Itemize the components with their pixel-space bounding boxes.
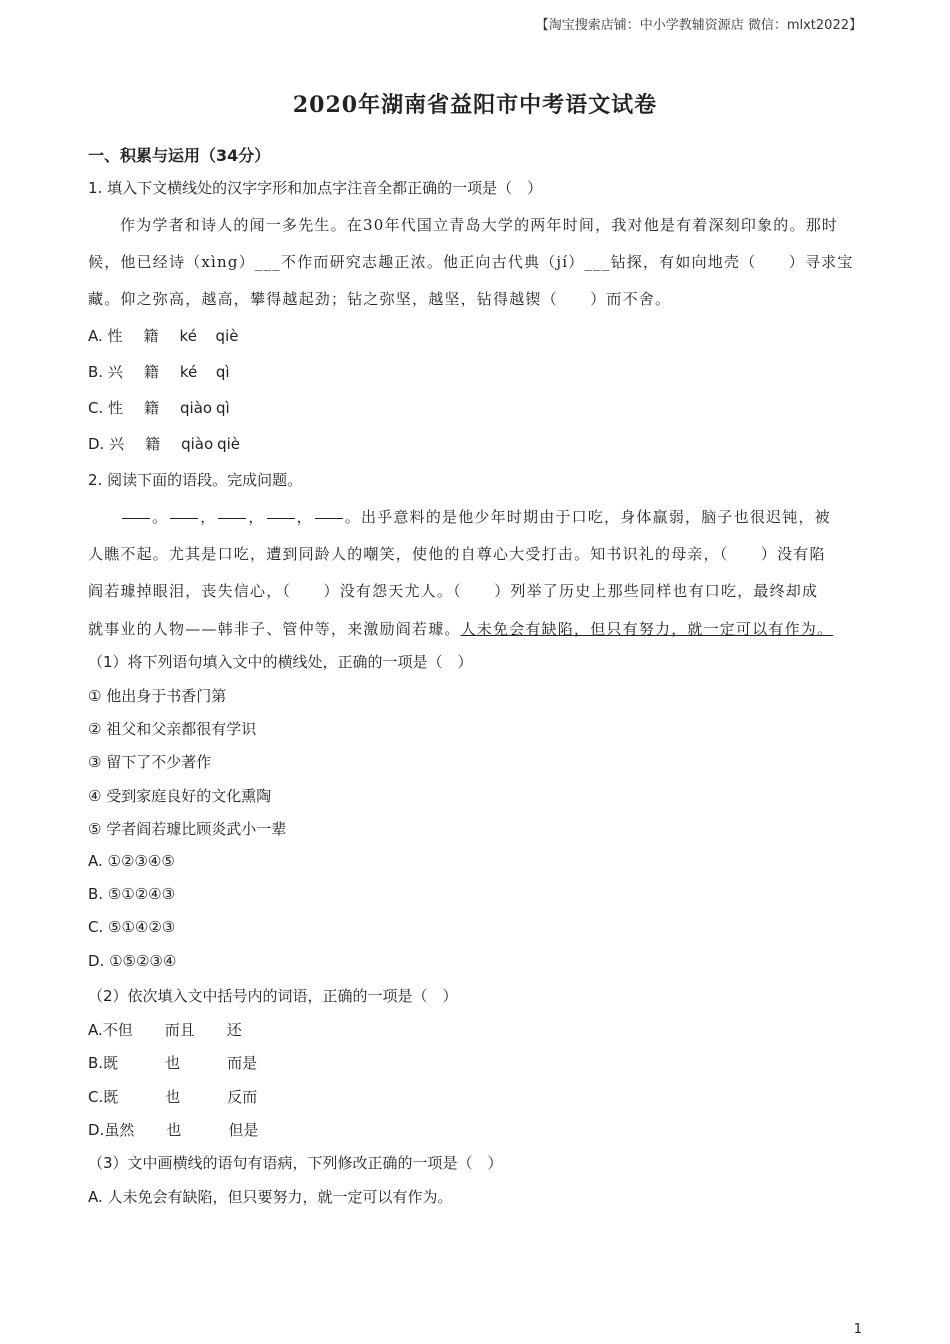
q2-sub1-option-c[interactable]: C. ⑤①④②③ (88, 918, 176, 936)
page-number: 1 (853, 1322, 862, 1337)
q1-stem: 1. 填入下文横线处的汉字字形和加点字注音全都正确的一项是（ ） (88, 179, 543, 197)
q2-sub1-option-a[interactable]: A. ①②③④⑤ (88, 852, 175, 870)
q2-sub2-option-d[interactable]: D.虽然 也 但是 (88, 1121, 259, 1139)
q2-sub2-option-c[interactable]: C.既 也 反而 (88, 1088, 258, 1106)
section-heading: 一、积累与运用（34分） (88, 146, 271, 165)
q1-passage-line: 候，他已经诗（xìng）___不作而研究志趣正浓。他正向古代典（jí）___钻探，有如向地壳（ ）寻求宝 (88, 253, 854, 271)
q2-passage-line: 人瞧不起。尤其是口吃，遭到同龄人的嘲笑，使他的自尊心大受打击。知书识礼的母亲，（ ）没有陷 (88, 545, 826, 563)
page-title: 2020年湖南省益阳市中考语文试卷 (292, 92, 658, 118)
q2-sub1-item: ④ 受到家庭良好的文化熏陶 (88, 787, 272, 805)
q2-passage-line: 阎若璩掉眼泪，丧失信心，（ ）没有怨天尤人。（ ）列举了历史上那些同样也有口吃，最终却成 (88, 582, 819, 600)
q1-option-c[interactable]: C. 性 籍 qiào qì (88, 399, 230, 417)
q2-sub2-option-a[interactable]: A.不但 而且 还 (88, 1021, 242, 1039)
q2-sub1-item: ① 他出身于书香门第 (88, 687, 227, 705)
q2-sub1-option-b[interactable]: B. ⑤①②④③ (88, 885, 176, 903)
q1-passage-line: 藏。仰之弥高，越高，攀得越起劲；钻之弥坚，越坚，钻得越锲（ ）而不舍。 (88, 290, 672, 308)
q2-passage-line: 。 ， ， ， 。出乎意料的是他少年时期由于口吃，身体羸弱，脑子也很迟钝，被 (88, 506, 863, 527)
q2-sub2-stem: （2）依次填入文中括号内的词语，正确的一项是（ ） (88, 987, 458, 1005)
q1-passage-line: 作为学者和诗人的闻一多先生。在30年代国立青岛大学的两年时间，我对他是有着深刻印象的。那时 (120, 216, 839, 234)
q2-sub3-stem: （3）文中画横线的语句有语病，下列修改正确的一项是（ ） (88, 1154, 503, 1172)
underlined-sentence: 人未免会有缺陷，但只有努力，就一定可以有作为。 (460, 620, 834, 638)
q2-sub1-item: ② 祖父和父亲都很有学识 (88, 720, 257, 738)
q2-sub1-item: ③ 留下了不少著作 (88, 753, 212, 771)
q2-sub3-option-a[interactable]: A. 人未免会有缺陷，但只要努力，就一定可以有作为。 (88, 1188, 453, 1206)
header-shop-note: 【淘宝搜索店铺：中小学教辅资源店 微信：mlxt2022】 (535, 18, 862, 33)
q2-sub1-option-d[interactable]: D. ①⑤②③④ (88, 952, 177, 970)
q2-sub2-option-b[interactable]: B.既 也 而是 (88, 1054, 258, 1072)
q2-stem: 2. 阅读下面的语段。完成问题。 (88, 471, 303, 489)
q2-passage-line: 就事业的人物——韩非子、管仲等，来激励阎若璩。人未免会有缺陷，但只有努力，就一定可以有作为。 (88, 620, 834, 638)
q1-option-a[interactable]: A. 性 籍 ké qiè (88, 327, 239, 345)
q1-option-d[interactable]: D. 兴 籍 qiào qiè (88, 435, 241, 453)
q2-sub1-stem: （1）将下列语句填入文中的横线处，正确的一项是（ ） (88, 653, 473, 671)
q2-sub1-item: ⑤ 学者阎若璩比顾炎武小一辈 (88, 820, 287, 838)
q1-option-b[interactable]: B. 兴 籍 ké qì (88, 363, 230, 381)
